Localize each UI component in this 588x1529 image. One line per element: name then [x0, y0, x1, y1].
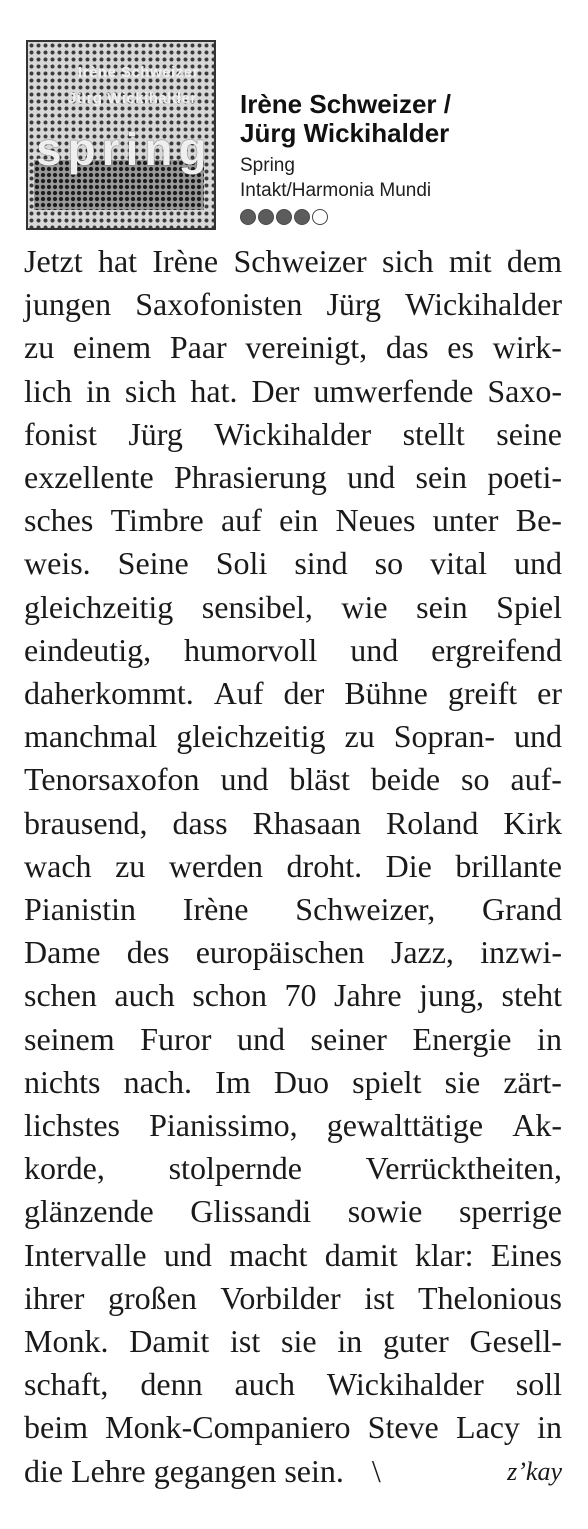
word: guter [383, 1323, 449, 1360]
word: und [514, 545, 562, 582]
word: hat. [190, 372, 238, 409]
word: Phrasierung [174, 459, 327, 496]
word: Jazz, [390, 934, 454, 971]
word: wie [341, 588, 388, 625]
word: lichstes [24, 1107, 120, 1144]
text-line [24, 1320, 562, 1363]
word: Neues [335, 502, 416, 539]
review-body [24, 240, 562, 1493]
text-line [24, 1104, 562, 1147]
word: zu [115, 847, 146, 884]
end-mark: \ [371, 1452, 381, 1489]
text-line [24, 715, 562, 758]
text-line [24, 845, 562, 888]
word: Saxo- [487, 372, 562, 409]
word: hat [97, 243, 138, 279]
word: beim [24, 1409, 88, 1446]
word: schaft, [24, 1366, 109, 1403]
word: Eines [490, 1236, 562, 1273]
word: Irène [182, 891, 249, 928]
word: seine [496, 415, 562, 452]
word: exzellente [24, 459, 154, 496]
word: und [236, 1020, 285, 1057]
word: daherkommt. [24, 675, 194, 712]
review-meta [240, 90, 451, 225]
word: denn [140, 1366, 203, 1403]
word: so [461, 761, 490, 798]
word: jung, [419, 977, 484, 1014]
word: bläst [289, 761, 350, 798]
word: Grand [482, 891, 562, 928]
word: Soli [215, 545, 268, 582]
word: sches [24, 502, 94, 539]
rating-dot-filled [240, 209, 256, 225]
word: Pianistin [24, 891, 137, 928]
text-line [24, 283, 562, 326]
word: sie [444, 1063, 481, 1100]
word: stolpernde [168, 1150, 302, 1187]
word: stellt [402, 415, 465, 452]
word: in [85, 372, 111, 409]
text-line [24, 758, 562, 801]
word: in [537, 1409, 562, 1446]
word: Furor [140, 1020, 212, 1057]
text-line [24, 542, 562, 585]
text-line [24, 802, 562, 845]
word: und [220, 761, 269, 798]
text-line [24, 1061, 562, 1104]
word: vital [430, 545, 487, 582]
word: sie [281, 1323, 317, 1360]
word: Irène [152, 243, 219, 279]
word: brausend, [24, 804, 148, 841]
word: Duo [273, 1063, 329, 1100]
word: Dame [24, 934, 101, 971]
word: nach. [123, 1063, 192, 1100]
word: brillante [455, 847, 562, 884]
word: Die [385, 847, 432, 884]
word: Sopran- [393, 718, 496, 755]
word: Pianissimo, [149, 1107, 298, 1144]
word: gleichzeitig [24, 588, 174, 625]
word: ihrer [24, 1279, 85, 1316]
word: Paar [169, 329, 227, 366]
word: dass [172, 804, 228, 841]
word: seiner [310, 1020, 387, 1057]
rating-dot-filled [276, 209, 292, 225]
word: Kirk [503, 804, 562, 841]
word: und [163, 1236, 212, 1273]
word: Schweizer [233, 243, 367, 279]
word: das [385, 329, 429, 366]
cover-title: spring [36, 123, 213, 175]
text-line [24, 1363, 562, 1406]
word: der [283, 675, 325, 712]
word: einem [72, 329, 152, 366]
word: sich [382, 243, 434, 279]
word: ein [279, 502, 319, 539]
text-line [24, 1406, 562, 1449]
word: vereinigt, [245, 329, 368, 366]
word: umwerfende [313, 372, 474, 409]
word: des [126, 934, 170, 971]
word: Wickihalder [214, 415, 372, 452]
word: so [374, 545, 404, 582]
word: Monk. [24, 1323, 109, 1360]
text-line [24, 326, 562, 369]
last-line-text: die Lehre gegangen sein. [24, 1452, 344, 1489]
word: jungen [24, 286, 112, 323]
word: steht [501, 977, 562, 1014]
word: Jürg [326, 286, 381, 323]
cover-artist-1: Irène Schweizer [78, 64, 199, 81]
word: Lacy [455, 1409, 520, 1446]
word: Jürg [128, 415, 183, 452]
word: 70 [284, 977, 317, 1014]
word: Verrücktheiten, [365, 1150, 562, 1187]
text-line [24, 586, 562, 629]
word: Spiel [496, 588, 562, 625]
artist-name-line-1: Irène Schweizer / [240, 89, 451, 119]
word: Wickihalder [326, 1366, 484, 1403]
word: gewalttätige [326, 1107, 484, 1144]
word: mit [448, 243, 492, 279]
word: schon [192, 977, 267, 1014]
word: eindeutig, [24, 631, 152, 668]
word: auf- [510, 761, 562, 798]
word: inzwi- [480, 934, 562, 971]
rating-dot-filled [294, 209, 310, 225]
word: in [537, 1020, 562, 1057]
text-line [24, 499, 562, 542]
text-line [24, 629, 562, 672]
word: unter [432, 502, 499, 539]
word: droht. [286, 847, 363, 884]
word: glänzende [24, 1193, 154, 1230]
word: ist [230, 1323, 261, 1360]
text-line [24, 456, 562, 499]
word: gleichzeitig [176, 718, 326, 755]
word: Vorbilder [220, 1279, 341, 1316]
word: manchmal [24, 718, 158, 755]
word: sein [416, 588, 468, 625]
word: sich [124, 372, 177, 409]
word: Damit [129, 1323, 210, 1360]
word: Roland [385, 804, 479, 841]
text-line [24, 1018, 562, 1061]
word: Rhasaan [252, 804, 361, 841]
word: Intervalle [24, 1236, 147, 1273]
word: Monk-Companiero [105, 1409, 351, 1446]
word: soll [515, 1366, 562, 1403]
record-label: Intakt/Harmonia Mundi [240, 180, 432, 201]
word: nichts [24, 1063, 101, 1100]
word: werden [168, 847, 263, 884]
text-line [24, 370, 562, 413]
word: und [514, 718, 562, 755]
word: Gesell- [469, 1323, 562, 1360]
word: auch [234, 1366, 295, 1403]
rating-dot-empty [312, 209, 328, 225]
word: auch [114, 977, 175, 1014]
text-line [24, 1277, 562, 1320]
word: Wickihalder [405, 286, 562, 323]
word: beide [370, 761, 441, 798]
word: Ak- [512, 1107, 562, 1144]
word: in [337, 1323, 363, 1360]
text-line [24, 1234, 562, 1277]
word: und [350, 631, 399, 668]
text-line [24, 240, 562, 283]
word: sowie [347, 1193, 423, 1230]
word: sensibel, [201, 588, 313, 625]
text-line [24, 974, 562, 1017]
word: lich [24, 372, 72, 409]
word: ist [364, 1279, 395, 1316]
word: er [537, 675, 562, 712]
word: großen [107, 1279, 197, 1316]
word: fonist [24, 415, 97, 452]
rating-dot-filled [258, 209, 274, 225]
word: Auf [213, 675, 264, 712]
word: greift [447, 675, 518, 712]
text-line [24, 888, 562, 931]
word: wach [24, 847, 92, 884]
word: Glissandi [190, 1193, 312, 1230]
album-title: Spring [240, 155, 295, 176]
word: klar: [414, 1236, 474, 1273]
word: spielt [352, 1063, 422, 1100]
word: Thelonious [417, 1279, 562, 1316]
word: Tenorsaxofon [24, 761, 200, 798]
word: Schweizer, [295, 891, 436, 928]
text-line [24, 1190, 562, 1233]
text-line [24, 413, 562, 456]
cover-artist-2: Jürg Wickihalder [68, 90, 197, 107]
word: Timbre [110, 502, 204, 539]
word: korde, [24, 1150, 105, 1187]
word: Steve [367, 1409, 439, 1446]
word: Energie [412, 1020, 512, 1057]
word: zu [24, 329, 55, 366]
word: sind [294, 545, 348, 582]
word: weis. [24, 545, 91, 582]
text-line [24, 672, 562, 715]
word: zu [344, 718, 375, 755]
text-line [24, 931, 562, 974]
album-cover [26, 40, 216, 230]
word: Im [215, 1063, 251, 1100]
word: wirk- [492, 329, 562, 366]
word: ergreifend [431, 631, 562, 668]
word: es [447, 329, 474, 366]
artist-name-line-2: Jürg Wickihalder [240, 118, 450, 148]
text-line-last [24, 1450, 562, 1493]
word: Be- [515, 502, 562, 539]
text-line [24, 1147, 562, 1190]
word: humorvoll [183, 631, 318, 668]
word: sein [415, 459, 468, 496]
word: seinem [24, 1020, 115, 1057]
word: Jetzt [24, 243, 83, 279]
word: damit [324, 1236, 398, 1273]
word: und [347, 459, 396, 496]
word: schen [24, 977, 97, 1014]
word: dem [506, 243, 562, 279]
word: sperrige [458, 1193, 562, 1230]
word: Jahre [334, 977, 402, 1014]
word: Der [251, 372, 300, 409]
word: auf [220, 502, 262, 539]
word: poeti- [487, 459, 562, 496]
word: europäischen [195, 934, 365, 971]
word: Seine [117, 545, 189, 582]
word: macht [229, 1236, 308, 1273]
word: zärt- [503, 1063, 562, 1100]
word: Bühne [344, 675, 428, 712]
author-signature: z’kay [507, 1456, 562, 1486]
rating [240, 209, 451, 225]
word: Saxofonisten [135, 286, 303, 323]
